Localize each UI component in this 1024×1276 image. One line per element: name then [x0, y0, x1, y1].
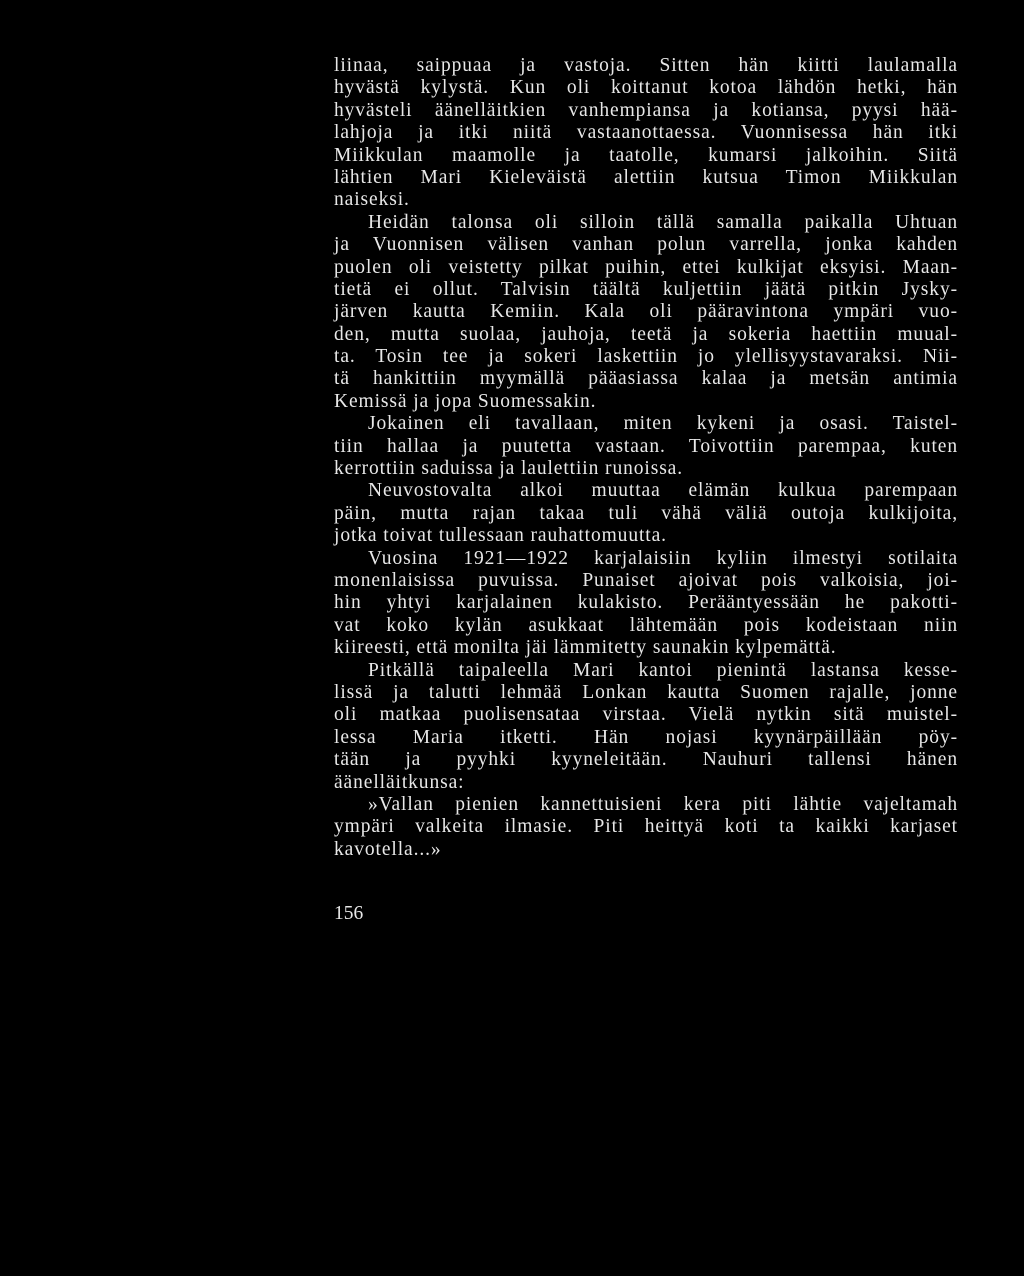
- text-line: vat koko kylän asukkaat lähtemään pois kodeistaan niin: [334, 614, 958, 636]
- text-line: päin, mutta rajan takaa tuli vähä väliä outoja kulkijoita,: [334, 502, 958, 524]
- text-line: tietä ei ollut. Talvisin täältä kuljettiin jäätä pitkin Jysky-: [334, 278, 958, 300]
- text-line: hin yhtyi karjalainen kulakisto. Perääntyessään he pakotti-: [334, 592, 958, 614]
- text-line: tiin hallaa ja puutetta vastaan. Toivottiin parempaa, kuten: [334, 435, 958, 457]
- text-line: jotka toivat tullessaan rauhattomuutta.: [334, 525, 667, 547]
- text-line: Kemissä ja jopa Suomessakin.: [334, 390, 597, 412]
- text-line: monenlaisissa puvuissa. Punaiset ajoivat pois valkoisia, joi-: [334, 569, 958, 591]
- text-line: lähtien Mari Kieleväistä alettiin kutsua Timon Miikkulan: [334, 166, 958, 188]
- paragraph-start-line: Jokainen eli tavallaan, miten kykeni ja osasi. Taistel-: [368, 413, 958, 435]
- text-line: hyvästä kylystä. Kun oli koittanut kotoa lähdön hetki, hän: [334, 77, 958, 99]
- text-line: lessa Maria itketti. Hän nojasi kyynärpäillään pöy-: [334, 726, 958, 748]
- text-line: Miikkulan maamolle ja taatolle, kumarsi jalkoihin. Siitä: [334, 144, 958, 166]
- text-line: kiireesti, että monilta jäi lämmitetty saunakin kylpemättä.: [334, 637, 837, 659]
- body-text: [334, 55, 958, 861]
- text-line: liinaa, saippuaa ja vastoja. Sitten hän kiitti laulamalla: [334, 55, 958, 76]
- quote-line: ympäri valkeita ilmasie. Piti heittyä koti ta kaikki karjaset: [334, 816, 958, 838]
- text-line: den, mutta suolaa, jauhoja, teetä ja sokeria haettiin muual-: [334, 323, 958, 345]
- text-line: järven kautta Kemiin. Kala oli pääravintona ympäri vuo-: [334, 301, 958, 323]
- text-line: ja Vuonnisen välisen vanhan polun varrella, jonka kahden: [334, 234, 958, 256]
- text-line: oli matkaa puolisensataa virstaa. Vielä nytkin sitä muistel-: [334, 704, 958, 726]
- text-line: puolen oli veistetty pilkat puihin, ettei kulkijat eksyisi. Maan-: [334, 256, 958, 278]
- text-line: lissä ja talutti lehmää Lonkan kautta Suomen rajalle, jonne: [334, 681, 958, 703]
- quote-start-line: »Vallan pienien kannettuisieni kera piti lähtie vajeltamah: [368, 793, 958, 815]
- text-line: tä hankittiin myymällä pääasiassa kalaa ja metsän antimia: [334, 368, 958, 390]
- text-line: naiseksi.: [334, 189, 410, 211]
- text-line: lahjoja ja itki niitä vastaanottaessa. Vuonnisessa hän itki: [334, 122, 958, 144]
- quote-line: kavotella...»: [334, 838, 442, 860]
- text-line: kerrottiin saduissa ja laulettiin runoissa.: [334, 458, 684, 480]
- text-line: äänelläitkunsa:: [334, 771, 465, 793]
- page-number: 156: [334, 903, 364, 924]
- paragraph-start-line: Pitkällä taipaleella Mari kantoi pienintä lastansa kesse-: [368, 659, 958, 681]
- text-line: tään ja pyyhki kyyneleitään. Nauhuri tallensi hänen: [334, 749, 958, 771]
- paragraph-start-line: Heidän talonsa oli silloin tällä samalla paikalla Uhtuan: [368, 211, 958, 233]
- text-line: hyvästeli äänelläitkien vanhempiansa ja kotiansa, pyysi hää-: [334, 99, 958, 121]
- paragraph-start-line: Vuosina 1921—1922 karjalaisiin kyliin ilmestyi sotilaita: [368, 547, 958, 569]
- paragraph-start-line: Neuvostovalta alkoi muuttaa elämän kulkua parempaan: [368, 480, 958, 502]
- text-line: ta. Tosin tee ja sokeri laskettiin jo ylellisyystavaraksi. Nii-: [334, 346, 958, 368]
